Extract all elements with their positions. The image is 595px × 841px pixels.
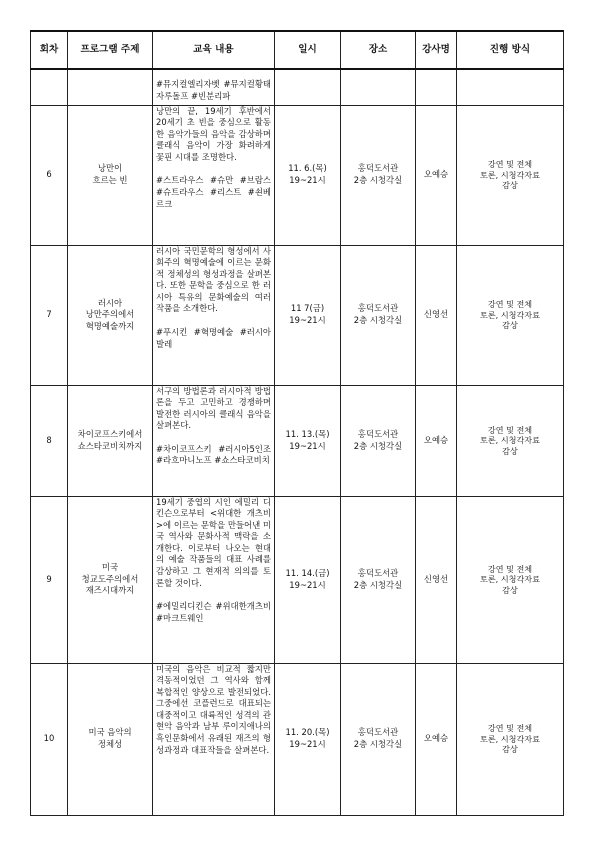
- session-number: 6: [31, 105, 68, 245]
- topic-line: 미국 음악의: [88, 727, 132, 738]
- method-line: 토론, 시청각자료: [480, 435, 540, 446]
- session-date: 11. 13.(목): [285, 428, 330, 439]
- place-venue: 홍덕도서관: [357, 727, 399, 738]
- header-content: 교육 내용: [153, 31, 275, 69]
- topic-line: 재즈시대까지: [85, 585, 135, 596]
- session-place: [341, 105, 416, 245]
- session-method: [457, 385, 564, 496]
- session-method: [457, 245, 564, 385]
- place-room: 2층 시청각실: [353, 579, 403, 590]
- table-row: [31, 105, 564, 245]
- topic-line: 쇼스타코비치까지: [77, 440, 143, 451]
- header-datetime: 일시: [275, 31, 341, 69]
- content-description: 러시아 국민문학의 형성에서 사회주의 혁명예술에 이르는 문화적 정체성의 형성과정을 살펴본다. 또한 문학을 중심으로 한 러시아 특유의 문화예술의 여러 작품을 소개한다.: [156, 245, 271, 314]
- content-tags: #푸시킨 #혁명예술 #러시아발레: [156, 327, 271, 349]
- method-line: 감상: [502, 320, 518, 331]
- topic-line: 혁명예술까지: [85, 320, 135, 331]
- session-method: [457, 496, 564, 663]
- place-venue: 홍덕도서관: [357, 163, 399, 174]
- program-schedule-table: [30, 30, 564, 816]
- method-line: 감상: [502, 584, 518, 595]
- session-datetime: [275, 496, 341, 663]
- place-room: 2층 시청각실: [353, 739, 403, 749]
- program-topic: [68, 105, 153, 245]
- session-time: 19~21시: [289, 440, 326, 451]
- content-tags: #뮤지컬엘리자벳 #뮤지컬황태자루돌프 #빈분리파: [156, 79, 271, 101]
- topic-line: 차이코프스키에서: [77, 428, 143, 439]
- session-number: 9: [31, 496, 68, 663]
- session-datetime: [275, 245, 341, 385]
- session-place: [341, 245, 416, 385]
- topic-line: 청교도주의에서: [81, 573, 139, 584]
- method-line: 감상: [502, 744, 518, 755]
- method-line: 토론, 시청각자료: [480, 733, 540, 744]
- place-venue: 홍덕도서관: [357, 567, 399, 578]
- method-line: 토론, 시청각자료: [480, 574, 540, 585]
- education-content: [153, 496, 275, 663]
- session-time: 19~21시: [289, 315, 326, 325]
- topic-line: 낭만주의에서: [85, 309, 135, 320]
- method-line: 토론, 시청각자료: [480, 169, 540, 180]
- program-topic: [68, 663, 153, 815]
- education-content: [153, 385, 275, 496]
- session-datetime: [275, 663, 341, 815]
- session-lecturer: 오예승: [416, 105, 457, 245]
- session-datetime: [275, 69, 341, 105]
- session-date: 11 7(금): [290, 303, 325, 314]
- content-description: 미국의 음악은 비교적 짧지만 격동적이었던 그 역사와 함께 복합적인 양상으로 발전되었다. 그중에선 코플런드로 대표되는 대중적이고 대륙적인 성격의 관현악 음악과 남부 루이지애나의 흑인문화에서 유래된 재즈의 형성과정과 대표작들을 살펴본다.: [156, 663, 271, 755]
- topic-line: 흐르는 빈: [92, 175, 128, 185]
- education-content: [153, 245, 275, 385]
- header-topic: 프로그램 주제: [68, 31, 153, 69]
- session-method: [457, 69, 564, 105]
- place-room: 2층 시청각실: [353, 440, 403, 451]
- topic-line: 러시아: [97, 297, 123, 308]
- session-time: 19~21시: [289, 175, 326, 185]
- session-datetime: [275, 385, 341, 496]
- place-venue: 홍덕도서관: [357, 303, 399, 314]
- table-row: [31, 245, 564, 385]
- session-lecturer: 신영선: [416, 245, 457, 385]
- education-content: [153, 663, 275, 815]
- table-row: [31, 385, 564, 496]
- session-lecturer: 오예승: [416, 385, 457, 496]
- program-topic: [68, 385, 153, 496]
- method-line: 강연 및 전체: [487, 159, 533, 170]
- program-topic: [68, 245, 153, 385]
- method-line: 강연 및 전체: [487, 424, 533, 435]
- education-content: [153, 105, 275, 245]
- session-time: 19~21시: [289, 739, 326, 749]
- session-lecturer: 신영선: [416, 496, 457, 663]
- session-place: [341, 69, 416, 105]
- place-room: 2층 시청각실: [353, 315, 403, 325]
- method-line: 강연 및 전체: [487, 299, 533, 310]
- session-number: [31, 69, 68, 105]
- header-lecturer: 강사명: [416, 31, 457, 69]
- education-content: [153, 69, 275, 105]
- topic-line: 낭만이: [97, 163, 123, 174]
- session-date: 11. 20.(목): [285, 727, 330, 738]
- session-date: 11. 6.(목): [288, 163, 327, 174]
- session-number: 7: [31, 245, 68, 385]
- session-number: 8: [31, 385, 68, 496]
- session-method: [457, 105, 564, 245]
- session-date: 11. 14.(금): [285, 567, 330, 578]
- session-datetime: [275, 105, 341, 245]
- session-place: [341, 385, 416, 496]
- session-number: 10: [31, 663, 68, 815]
- method-line: 강연 및 전체: [487, 723, 533, 734]
- table-header-row: [31, 31, 564, 69]
- session-time: 19~21시: [289, 579, 326, 590]
- content-tags: #차이코프스키 #러시아5인조 #라흐마니노프 #쇼스타코비치: [156, 443, 271, 466]
- topic-line: 정체성: [97, 739, 123, 749]
- place-room: 2층 시청각실: [353, 175, 403, 185]
- program-topic: [68, 69, 153, 105]
- content-description: 낭만의 끝, 19세기 후반에서 20세기 초 빈을 중심으로 활동한 음악가들의 음악을 감상하며 클래식 음악이 가장 화려하게 꽃핀 시대를 조명한다.: [156, 105, 271, 162]
- header-method: 진행 방식: [457, 31, 564, 69]
- method-line: 감상: [502, 445, 518, 456]
- session-lecturer: [416, 69, 457, 105]
- session-place: [341, 496, 416, 663]
- content-tags: #에밀리디킨슨 #위대한개츠비 #마크트웨인: [156, 601, 271, 623]
- header-no: 회차: [31, 31, 68, 69]
- content-tags: #스트라우스 #슈만 #브람스 #슈트라우스 #리스트 #쇤베르크: [156, 175, 271, 209]
- method-line: 감상: [502, 180, 518, 191]
- content-description: 19세기 중엽의 시인 에밀리 디킨슨으로부터 <위대한 개츠비>에 이르는 문학을 만들어낸 미국 역사와 문화사적 맥락을 소개한다. 이로부터 나오는 현대의 예술 작품들의 대표 사례를 감상하고 그 현재적 의의를 토론할 것이다.: [156, 496, 271, 588]
- program-topic: [68, 496, 153, 663]
- session-lecturer: 오예승: [416, 663, 457, 815]
- content-description: 서구의 방법론과 러시아적 방법론을 두고 고민하고 경쟁하며 발전한 러시아의 클래식 음악을 살펴본다.: [156, 385, 271, 431]
- table-row: [31, 663, 564, 815]
- place-venue: 홍덕도서관: [357, 428, 399, 439]
- session-method: [457, 663, 564, 815]
- method-line: 강연 및 전체: [487, 563, 533, 574]
- session-place: [341, 663, 416, 815]
- table-row: [31, 496, 564, 663]
- method-line: 토론, 시청각자료: [480, 309, 540, 320]
- header-place: 장소: [341, 31, 416, 69]
- topic-line: 미국: [101, 562, 119, 573]
- table-row: [31, 69, 564, 105]
